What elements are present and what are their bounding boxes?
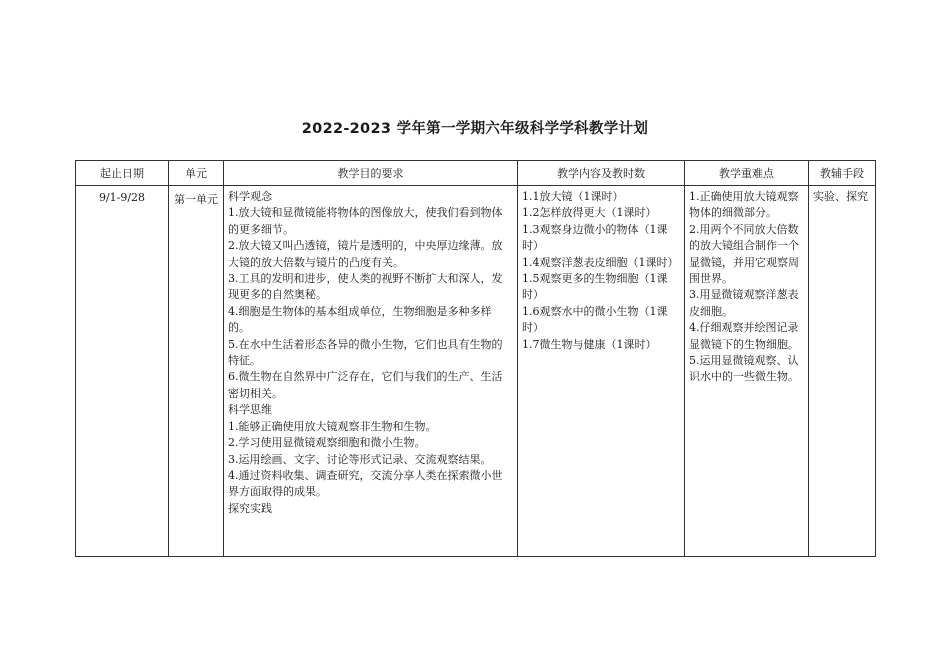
goal-line: 科学观念 xyxy=(228,190,272,203)
goal-line: 4.细胞是生物体的基本组成单位，生物细胞是多种多样的。 xyxy=(228,304,492,335)
content-line: 1.4观察洋葱表皮细胞（1课时） xyxy=(522,255,679,269)
goal-line: 3.运用绘画、文字、讨论等形式记录、交流观察结果。 xyxy=(228,452,492,466)
teaching-plan-table xyxy=(75,160,876,557)
page-title: 2022-2023 学年第一学期六年级科学学科教学计划 xyxy=(301,121,649,137)
goal-line: 3.工具的发明和进步，使人类的视野不断扩大和深人，发现更多的自然奥秘。 xyxy=(228,272,503,302)
cell-unit: 第一单元 xyxy=(169,186,224,557)
goal-line: 1.放大镜和显微镜能将物体的图像放大，使我们看到物体的更多细节。 xyxy=(228,206,503,236)
content-line: 1.3观察身边微小的物体（1课时） xyxy=(522,222,668,253)
goal-line: 5.在水中生活着形态各异的微小生物，它们也具有生物的特征。 xyxy=(228,337,503,368)
content-line: 1.2怎样放得更大（1课时） xyxy=(522,206,657,220)
header-date: 起止日期 xyxy=(76,161,169,186)
goal-line: 6.微生物在自然界中广泛存在，它们与我们的生产、生活密切相关。 xyxy=(228,370,503,400)
goal-line: 2.放大镜又叫凸透镜，镜片是透明的，中央厚边缘薄。放大镜的放大倍数与镜片的凸度有关。 xyxy=(228,239,503,269)
cell-goals xyxy=(224,186,518,557)
goal-line: 探究实践 xyxy=(228,501,272,515)
table-header-row xyxy=(76,161,876,186)
goal-line: 4.通过资料收集、调查研究，交流分享人类在探索微小世界方面取得的成果。 xyxy=(228,468,503,499)
content-line: 1.1放大镜（1课时） xyxy=(522,190,624,203)
key-point-line: 4.仔细观察并绘图记录显微镜下的生物细胞。 xyxy=(689,321,799,351)
goal-line: 1.能够正确使用放大镜观察非生物和生物。 xyxy=(228,419,437,433)
key-point-line: 3.用显微镜观察洋葱表皮细胞。 xyxy=(689,288,799,318)
goal-line: 科学思维 xyxy=(228,403,272,417)
header-contents: 教学内容及教时数 xyxy=(518,161,685,186)
cell-aids: 实验、探究 xyxy=(809,186,876,557)
cell-date: 9/1-9/28 xyxy=(76,186,169,557)
header-key-points: 教学重难点 xyxy=(685,161,809,186)
content-line: 1.7微生物与健康（1课时） xyxy=(522,337,657,351)
key-point-line: 2.用两个不同放大倍数的放大镜组合制作一个显微镜，并用它观察周围世界。 xyxy=(689,222,799,286)
goal-line: 2.学习使用显微镜观察细胞和微小生物。 xyxy=(228,436,426,450)
header-aids: 教辅手段 xyxy=(809,161,876,186)
cell-key-points xyxy=(685,186,809,557)
table-row xyxy=(76,186,876,557)
content-line: 1.6观察水中的微小生物（1课时） xyxy=(522,304,668,335)
key-point-line: 5.运用显微镜观察、认识水中的一些微生物。 xyxy=(689,354,799,384)
cell-contents xyxy=(518,186,685,557)
key-point-line: 1.正确使用放大镜观察物体的细微部分。 xyxy=(689,190,799,220)
content-line: 1.5观察更多的生物细胞（1课时） xyxy=(522,272,668,302)
header-goals: 教学目的要求 xyxy=(224,161,518,186)
header-unit: 单元 xyxy=(169,161,224,186)
